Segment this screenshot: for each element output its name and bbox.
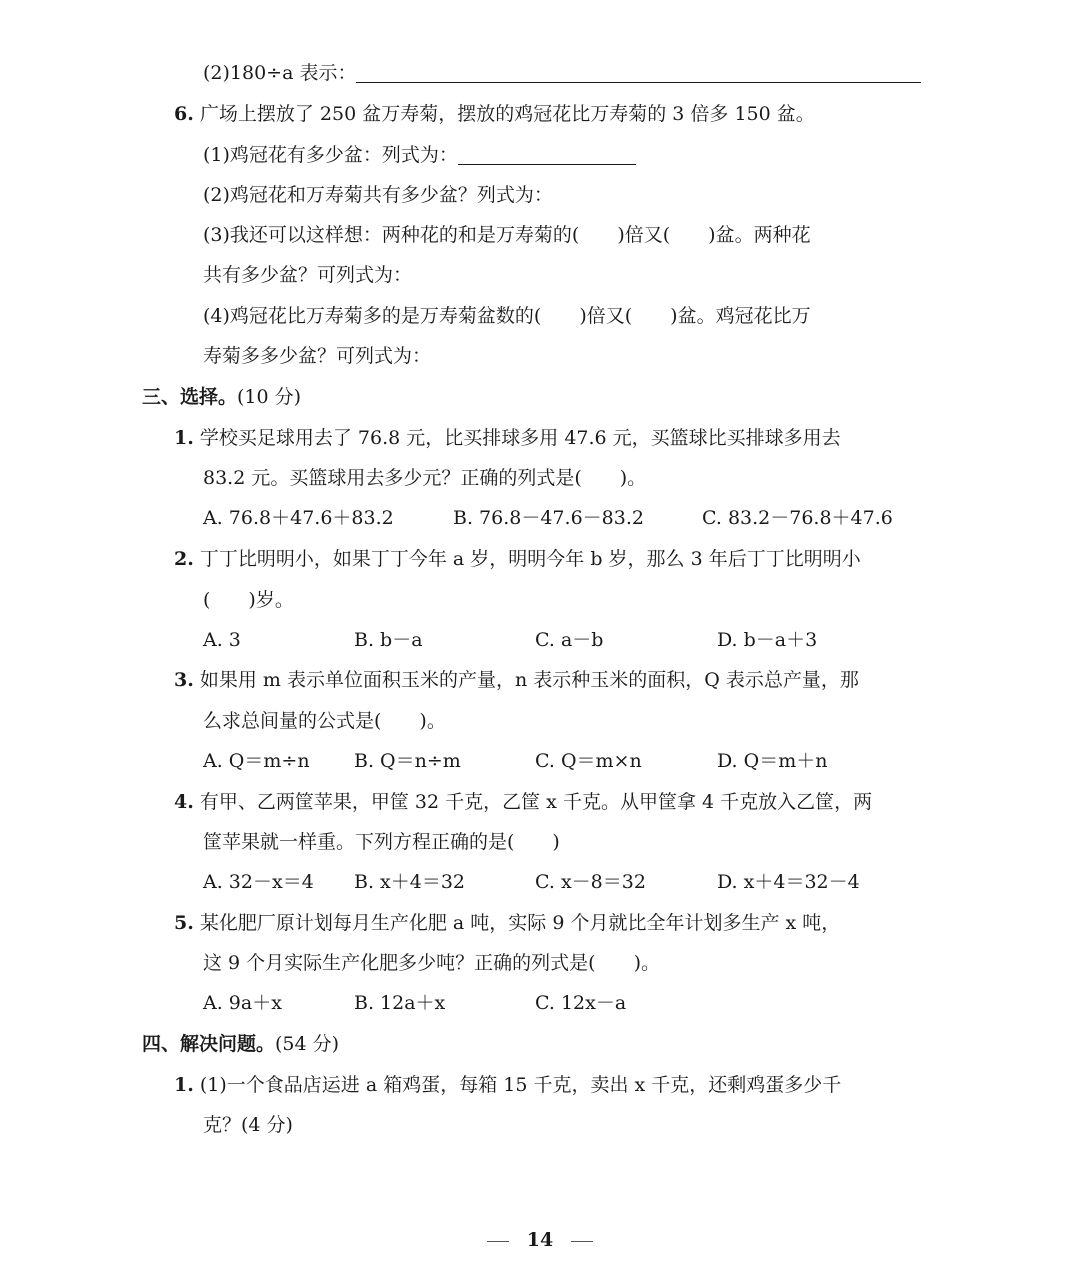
s3-q3-text: 如果用 m 表示单位面积玉米的产量，n 表示种玉米的面积，Q 表示总产量，那 [199, 669, 859, 691]
q6-part3-line2: 共有多少盆？可列式为： [203, 264, 413, 286]
q6-part3-line1: (3)我还可以这样想：两种花的和是万寿菊的( )倍又( )盆。两种花 [203, 224, 811, 246]
s3-q2-number: 2. [174, 548, 194, 570]
option-a[interactable]: A. Q＝m÷n [203, 750, 310, 772]
section4-heading [142, 1030, 339, 1058]
option-a[interactable]: A. 76.8＋47.6＋83.2 [203, 507, 394, 529]
s3-q3-line1 [174, 666, 859, 694]
s3-q3-line2: 么求总间量的公式是( )。 [203, 710, 446, 732]
q5-part2 [203, 59, 921, 87]
answer-blank[interactable] [458, 144, 636, 165]
option-a[interactable]: A. 32－x＝4 [203, 871, 314, 893]
s3-q1-options [203, 504, 943, 532]
s3-q2-line1 [174, 545, 861, 573]
section4-score: (54 分) [275, 1033, 340, 1055]
s3-q5-line2: 这 9 个月实际生产化肥多少吨？正确的列式是( )。 [203, 952, 660, 974]
s3-q4-text: 有甲、乙两筐苹果，甲筐 32 千克，乙筐 x 千克。从甲筐拿 4 千克放入乙筐，两 [199, 791, 873, 813]
section3-heading [142, 383, 301, 411]
s3-q5-line1 [174, 909, 840, 937]
option-c[interactable]: C. x－8＝32 [535, 871, 646, 893]
s3-q4-line2: 筐苹果就一样重。下列方程正确的是( ) [203, 831, 560, 853]
option-d[interactable]: D. Q＝m＋n [717, 750, 828, 772]
option-b[interactable]: B. b－a [354, 629, 423, 651]
s3-q3-number: 3. [174, 669, 194, 691]
option-a[interactable]: A. 3 [203, 629, 241, 651]
answer-blank[interactable] [356, 62, 921, 83]
page-footer [0, 1226, 1080, 1254]
option-d[interactable]: D. b－a＋3 [717, 629, 818, 651]
s3-q1-line2: 83.2 元。买篮球用去多少元？正确的列式是( )。 [203, 467, 647, 489]
s3-q4-options [203, 868, 943, 896]
q6-stem [174, 100, 815, 128]
s3-q2-line2: ( )岁。 [203, 589, 294, 611]
s3-q1-text: 学校买足球用去了 76.8 元，比买排球多用 47.6 元，买篮球比买排球多用去 [199, 427, 841, 449]
s3-q2-text: 丁丁比明明小，如果丁丁今年 a 岁，明明今年 b 岁，那么 3 年后丁丁比明明小 [199, 548, 861, 570]
q6-part2: (2)鸡冠花和万寿菊共有多少盆？列式为： [203, 184, 553, 206]
s3-q4-line1 [174, 788, 872, 816]
s3-q3-options [203, 747, 943, 775]
option-c[interactable]: C. Q＝m×n [535, 750, 642, 772]
s4-q1-line2: 克？(4 分) [203, 1114, 293, 1136]
footer-dash-left [487, 1241, 509, 1242]
option-c[interactable]: C. 12x－a [535, 992, 627, 1014]
option-c[interactable]: C. 83.2－76.8＋47.6 [702, 507, 893, 529]
section3-score: (10 分) [237, 386, 302, 408]
option-b[interactable]: B. 12a＋x [354, 992, 446, 1014]
q6-part1 [203, 141, 636, 169]
s4-q1-text: (1)一个食品店运进 a 箱鸡蛋，每箱 15 千克，卖出 x 千克，还剩鸡蛋多少千 [199, 1074, 842, 1096]
option-a[interactable]: A. 9a＋x [203, 992, 282, 1014]
s3-q5-number: 5. [174, 912, 194, 934]
section3-title: 三、选择。 [142, 386, 238, 408]
s3-q1-number: 1. [174, 427, 194, 449]
q6-number: 6. [174, 103, 194, 125]
s3-q4-number: 4. [174, 791, 194, 813]
option-b[interactable]: B. 76.8－47.6－83.2 [453, 507, 644, 529]
q6-part1-text: (1)鸡冠花有多少盆：列式为： [203, 144, 458, 166]
s3-q1-line1 [174, 424, 841, 452]
option-b[interactable]: B. x＋4＝32 [354, 871, 466, 893]
q6-stem-text: 广场上摆放了 250 盆万寿菊，摆放的鸡冠花比万寿菊的 3 倍多 150 盆。 [199, 103, 815, 125]
s3-q5-text: 某化肥厂原计划每月生产化肥 a 吨，实际 9 个月就比全年计划多生产 x 吨， [199, 912, 841, 934]
option-d[interactable]: D. x＋4＝32－4 [717, 871, 860, 893]
s4-q1-number: 1. [174, 1074, 194, 1096]
s3-q2-options [203, 626, 943, 654]
section4-title: 四、解决问题。 [142, 1033, 276, 1055]
s3-q5-options [203, 989, 943, 1017]
s4-q1-line1 [174, 1071, 841, 1099]
q6-part4-line2: 寿菊多多少盆？可列式为： [203, 345, 432, 367]
q6-part4-line1: (4)鸡冠花比万寿菊多的是万寿菊盆数的( )倍又( )盆。鸡冠花比万 [203, 305, 811, 327]
option-b[interactable]: B. Q＝n÷m [354, 750, 461, 772]
q5-part2-label: (2)180÷a 表示： [203, 62, 357, 84]
option-c[interactable]: C. a－b [535, 629, 604, 651]
footer-dash-right [571, 1241, 593, 1242]
page-number: 14 [526, 1229, 554, 1251]
